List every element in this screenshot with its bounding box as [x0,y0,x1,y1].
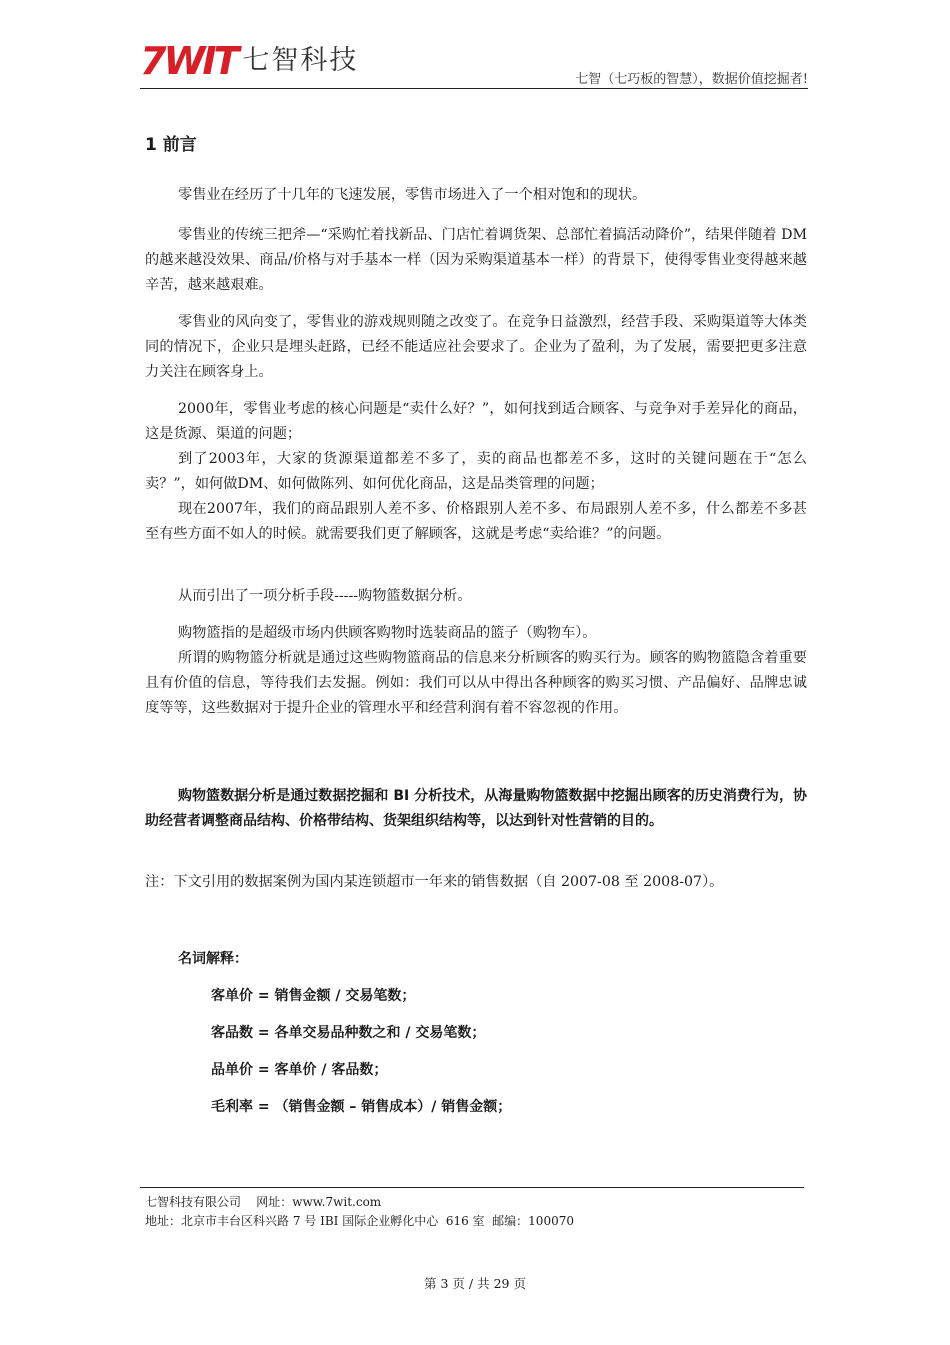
paragraph: 到了2003年，大家的货源渠道都差不多了，卖的商品也都差不多，这时的关键问题在于“怎么卖？”，如何做DM、如何做陈列、如何优化商品，这是品类管理的问题； [145,451,807,492]
section-title: 1 前言 [145,135,197,155]
company-logo [140,38,358,84]
logo-mark: 7WIT [140,39,237,83]
paragraph: 零售业的传统三把斧—“采购忙着找新品、门店忙着调货架、总部忙着搞活动降价”，结果伴随着 DM 的越来越没效果、商品/价格与对手基本一样（因为采购渠道基本一样）的背景下，使得零售业变得越来越辛苦，越来越艰难。 [145,227,807,293]
footer-address: 地址：北京市丰台区科兴路 7 号 IBI 国际企业孵化中心 616 室 邮编：100070 [145,1214,574,1228]
paragraph: 零售业在经历了十几年的飞速发展，零售市场进入了一个相对饱和的现状。 [178,187,647,203]
terms-title: 名词解释： [178,951,248,967]
summary-paragraph: 购物篮数据分析是通过数据挖掘和 BI 分析技术，从海量购物篮数据中挖掘出顾客的历史消费行为，协助经营者调整商品结构、价格带结构、货架组织结构等，以达到针对性营销的目的。 [145,788,807,829]
note-paragraph: 注：下文引用的数据案例为国内某连锁超市一年来的销售数据（自 2007-08 至 2008-07）。 [145,874,724,890]
term-definition: 客品数 = 各单交易品种数之和 / 交易笔数； [211,1025,486,1041]
paragraph: 2000年，零售业考虑的核心问题是“卖什么好？”，如何找到适合顾客、与竞争对手差异化的商品，这是货源、渠道的问题； [145,401,807,442]
paragraph: 购物篮指的是超级市场内供顾客购物时选装商品的篮子（购物车）。 [178,625,597,641]
term-definition: 毛利率 = （销售金额 – 销售成本）/ 销售金额； [211,1099,512,1115]
page-number: 第 3 页 / 共 29 页 [424,1276,526,1291]
footer-company: 七智科技有限公司 网址：www.7wit.com [145,1195,382,1209]
paragraph: 从而引出了一项分析手段-----购物篮数据分析。 [178,588,472,604]
paragraph: 所谓的购物篮分析就是通过这些购物篮商品的信息来分析顾客的购买行为。顾客的购物篮隐含着重要且有价值的信息，等待我们去发掘。例如：我们可以从中得出各种顾客的购买习惯、产品偏好、品牌忠诚度等等，这些数据对于提升企业的管理水平和经营利润有着不容忽视的作用。 [145,650,807,716]
page-header [140,38,808,90]
logo-text: 七智科技 [242,45,359,76]
term-definition: 品单价 = 客单价 / 客品数； [211,1062,388,1078]
header-divider [140,88,808,89]
paragraph: 现在2007年，我们的商品跟别人差不多、价格跟别人差不多、布局跟别人差不多，什么都差不多甚至有些方面不如人的时候。就需要我们更了解顾客，这就是考虑“卖给谁？”的问题。 [145,501,807,542]
term-definition: 客单价 = 销售金额 / 交易笔数； [211,988,416,1004]
header-slogan: 七智（七巧板的智慧），数据价值挖掘者! [575,72,808,87]
paragraph: 零售业的风向变了，零售业的游戏规则随之改变了。在竞争日益激烈，经营手段、采购渠道等大体类同的情况下，企业只是埋头赶路，已经不能适应社会要求了。企业为了盈利，为了发展，需要把更多注意力关注在顾客身上。 [145,314,807,380]
footer-divider [140,1187,804,1188]
